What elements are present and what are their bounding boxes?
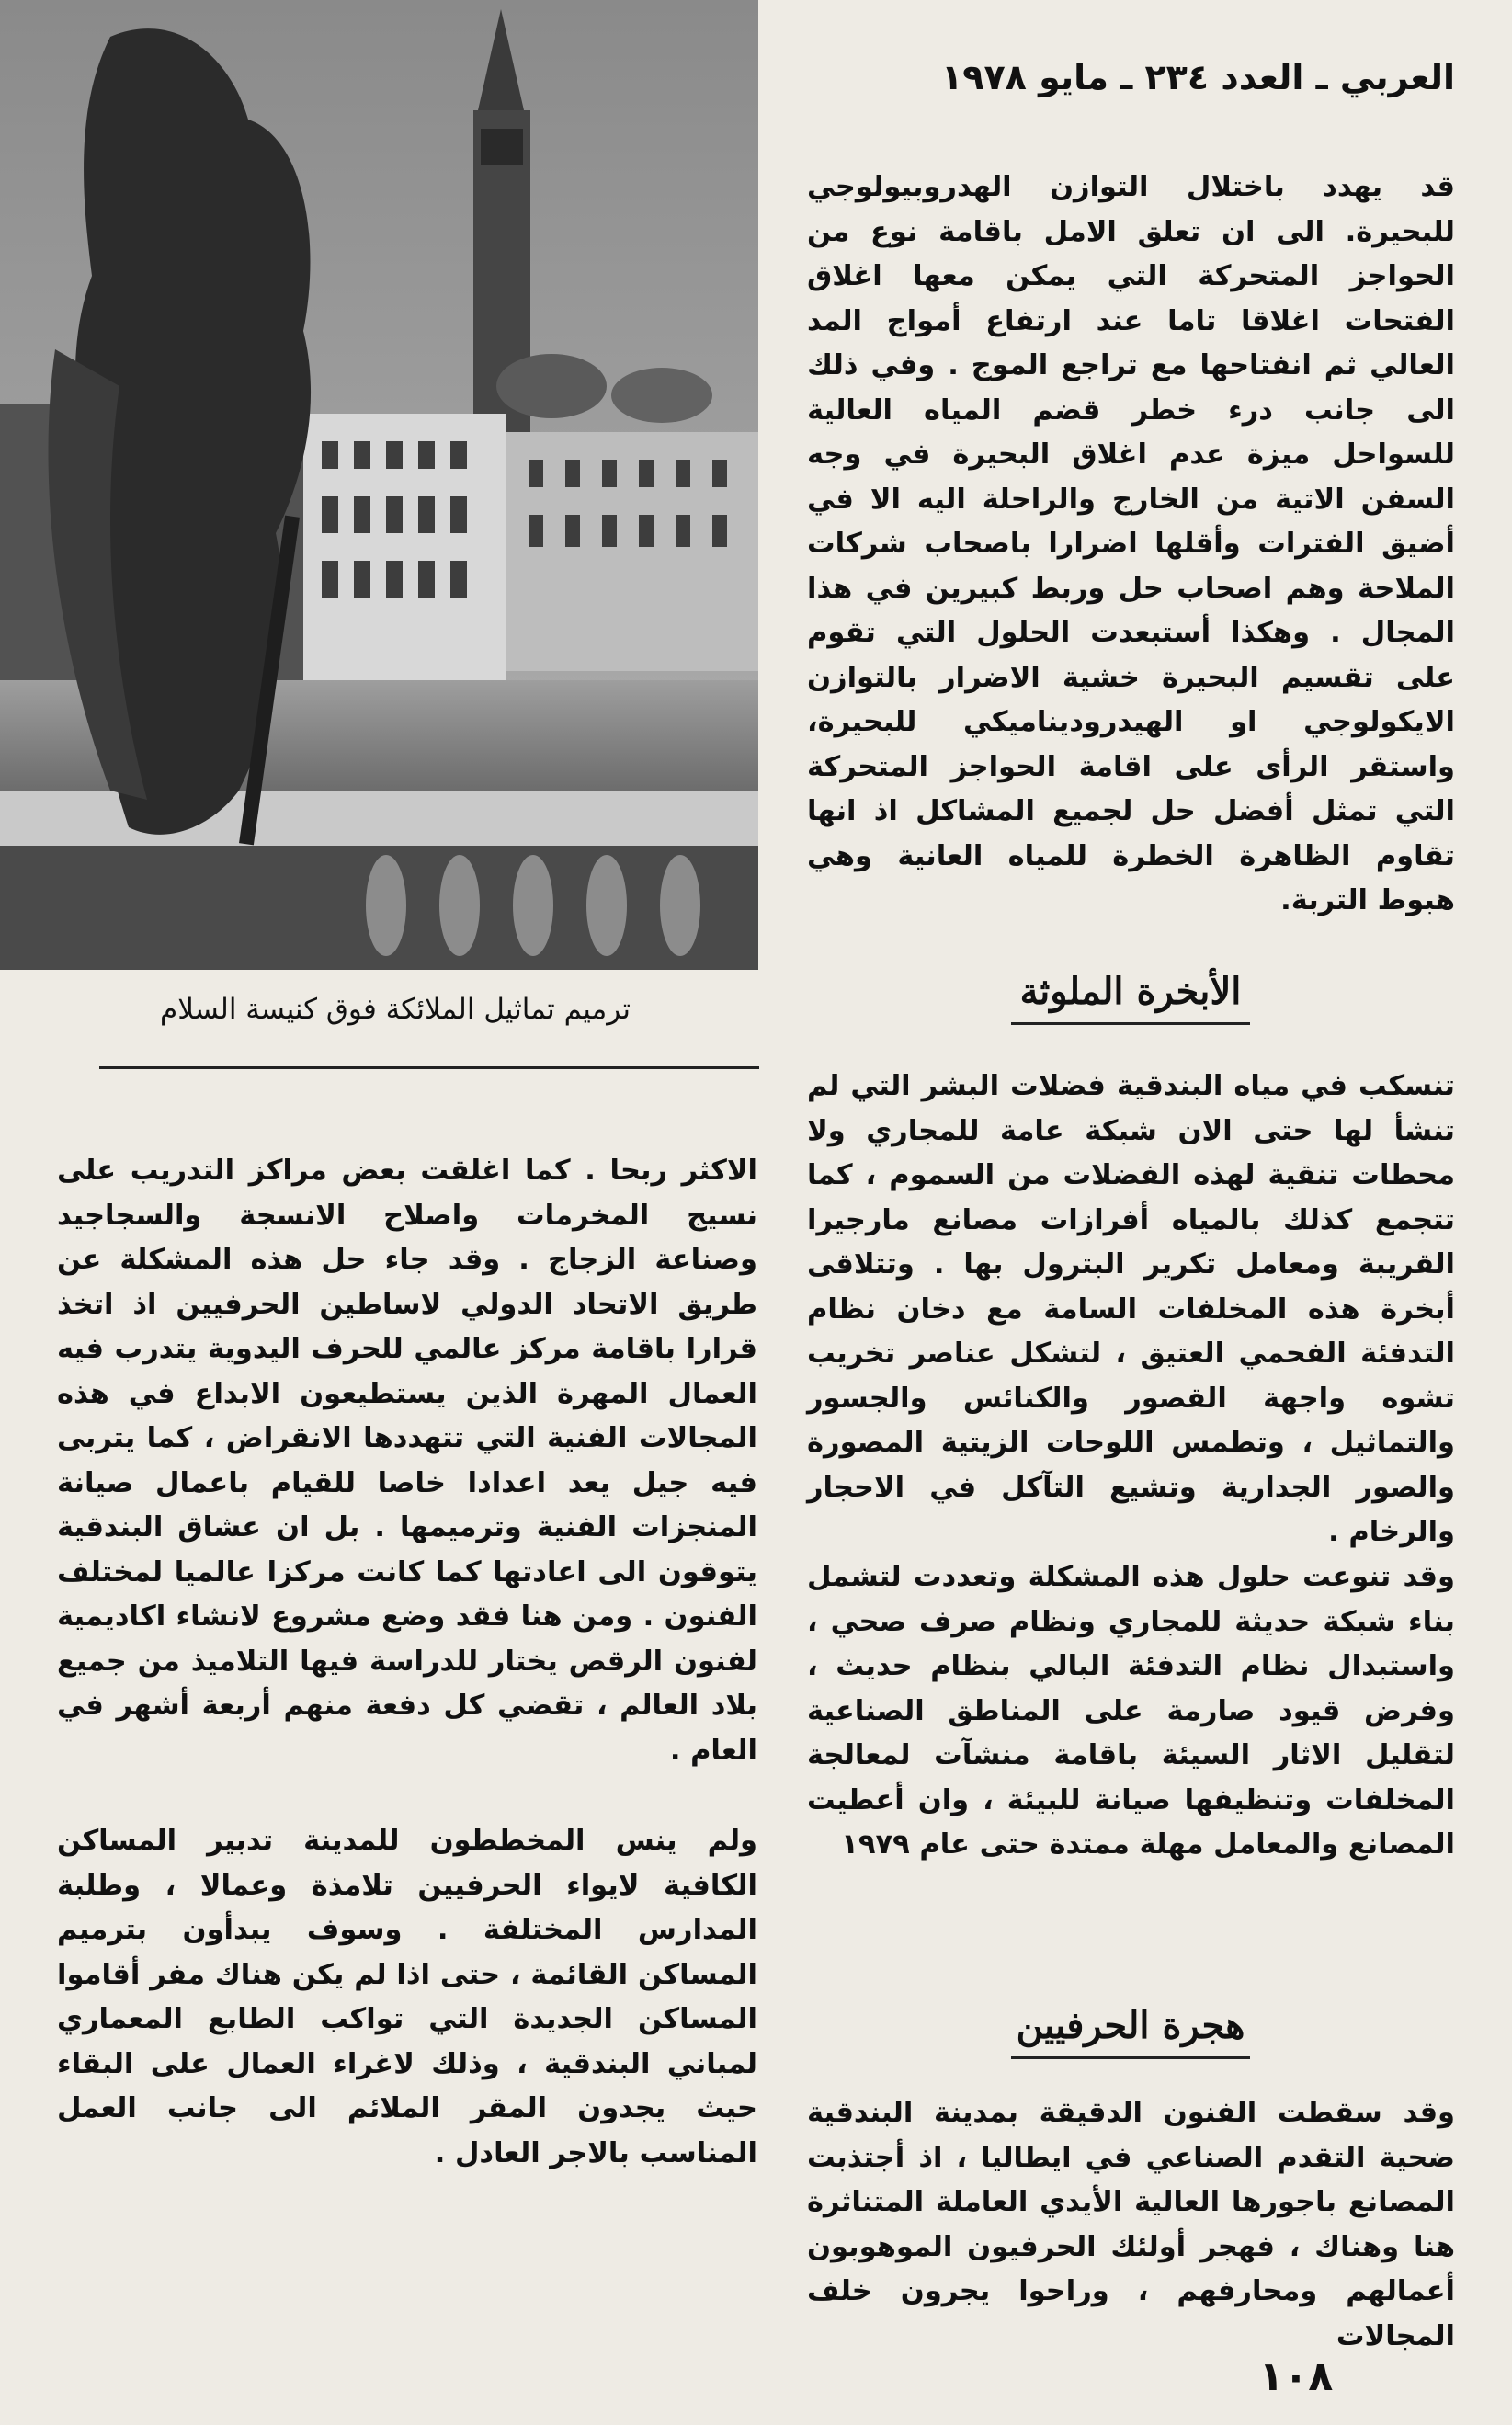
title-underline	[1011, 1022, 1250, 1025]
left-column	[57, 1149, 757, 2176]
page-header: العربي ـ العدد ٢٣٤ ـ مايو ١٩٧٨	[941, 57, 1455, 97]
paragraph: وقد سقطت الفنون الدقيقة بمدينة البندقية ضحية التقدم الصناعي في ايطاليا ، اذ أجتذبت المصانع باجورها العالية الأيدي العاملة المتناثرة هنا وهناك ، فهجر أولئك الحرفيون الموهوبون أعمالهم ومحارفهم ، وراحوا يجرون خلف المجالات	[807, 2097, 1455, 2352]
craftsmen-section	[807, 2091, 1455, 2359]
section-title-craftsmen	[974, 2004, 1287, 2059]
venice-angel-statue-photo	[0, 0, 758, 970]
section-title-polluted-vapors	[974, 970, 1287, 1025]
paragraph: ولم ينس المخططون للمدينة تدبير المساكن الكافية لايواء الحرفيين تلامذة وعمالا ، وطلبة المدارس المختلفة . وسوف يبدأون بترميم المساكن القائمة ، حتى اذا لم يكن هناك مفر أقاموا المساكن الجديدة التي تواكب الطابع المعماري لمباني البندقية ، وذلك لاغراء العمال على البقاء حيث يجدون المقر الملائم الى جانب العمل المناسب بالاجر العادل .	[57, 1825, 757, 2169]
paragraph: قد يهدد باختلال التوازن الهدروبيولوجي للبحيرة. الى ان تعلق الامل باقامة نوع من الحواجز المتحركة التي يمكن معها اغلاق الفتحات اغلاقا تاما عند ارتفاع أمواج المد العالي ثم انفتاحها مع تراجع الموج . وفي ذلك الى جانب درء خطر قضم المياه العالية للسواحل ميزة عدم اغلاق البحيرة في وجه السفن الاتية من الخارج والراحلة اليه الا في أضيق الفترات وأقلها اضرارا باصحاب شركات الملاحة وهم اصحاب حل وربط كبيرين في هذا المجال . وهكذا أستبعدت الحلول التي تقوم على تقسيم البحيرة خشية الاضرار بالتوازن الايكولوجي او الهيدروديناميكي للبحيرة، واستقر الرأى على اقامة الحواجز المتحركة التي تمثل أفضل حل لجميع المشاكل اذ انها تقاوم الظاهرة الخطرة للمياه العانية وهي هبوط التربة.	[807, 171, 1455, 916]
polluted-vapors-section	[807, 1064, 1455, 1555]
polluted-vapors-section-cont	[807, 1555, 1455, 1868]
section-title-text: الأبخرة الملوثة	[1019, 970, 1242, 1013]
intro-section	[807, 165, 1455, 924]
title-underline	[1011, 2056, 1250, 2059]
paragraph: وقد تنوعت حلول هذه المشكلة وتعددت لتشمل بناء شبكة حديثة للمجاري ونظام صرف صحي ، واستبدال نظام التدفئة البالي بنظام حديث ، وفرض قيود صارمة على المناطق الصناعية لتقليل الاثار السيئة باقامة منشآت لمعالجة المخلفات وتنظيفها صيانة للبيئة ، وان أعطيت المصانع والمعامل مهلة ممتدة حتى عام ١٩٧٩	[807, 1561, 1455, 1861]
paragraph: تنسكب في مياه البندقية فضلات البشر التي لم تنشأ لها حتى الان شبكة عامة للمجاري ولا محطات تنقية لهذه الفضلات من السموم ، كما تتجمع كذلك بالمياه أفرازات مصانع مارجيرا القريبة ومعامل تكرير البترول بها . وتتلاقى أبخرة هذه المخلفات السامة مع دخان نظام التدفئة الفحمي العتيق ، لتشكل عناصر تخريب تشوه واجهة القصور والكنائس والجسور والتماثيل ، وتطمس اللوحات الزيتية المصورة والصور الجدارية وتشيع التآكل في الاحجار والرخام .	[807, 1070, 1455, 1548]
photo-caption: ترميم تماثيل الملائكة فوق كنيسة السلام	[160, 993, 631, 1026]
caption-divider	[99, 1066, 759, 1069]
page-number: ١٠٨	[1258, 2353, 1334, 2400]
paragraph: الاكثر ربحا . كما اغلقت بعض مراكز التدريب على نسيج المخرمات واصلاح الانسجة والسجاجيد وصناعة الزجاج . وقد جاء حل هذه المشكلة عن طريق الاتحاد الدولي لاساطين الحرفيين اذ اتخذ قرارا باقامة مركز عالمي للحرف اليدوية يتدرب فيه العمال المهرة الذين يستطيعون الابداع في هذه المجالات الفنية التي تتهددها الانقراض ، كما يتربى فيه جيل يعد اعدادا خاصا للقيام باعمال صيانة المنجزات الفنية وترميمها . بل ان عشاق البندقية يتوقون الى اعادتها كما كانت مركزا عالميا لمختلف الفنون . ومن هنا فقد وضع مشروع لانشاء اكاديمية لفنون الرقص يختار للدراسة فيها التلاميذ من جميع بلاد العالم ، تقضي كل دفعة منهم أربعة أشهر في العام .	[57, 1155, 757, 1767]
section-title-text: هجرة الحرفيين	[1016, 2004, 1245, 2047]
